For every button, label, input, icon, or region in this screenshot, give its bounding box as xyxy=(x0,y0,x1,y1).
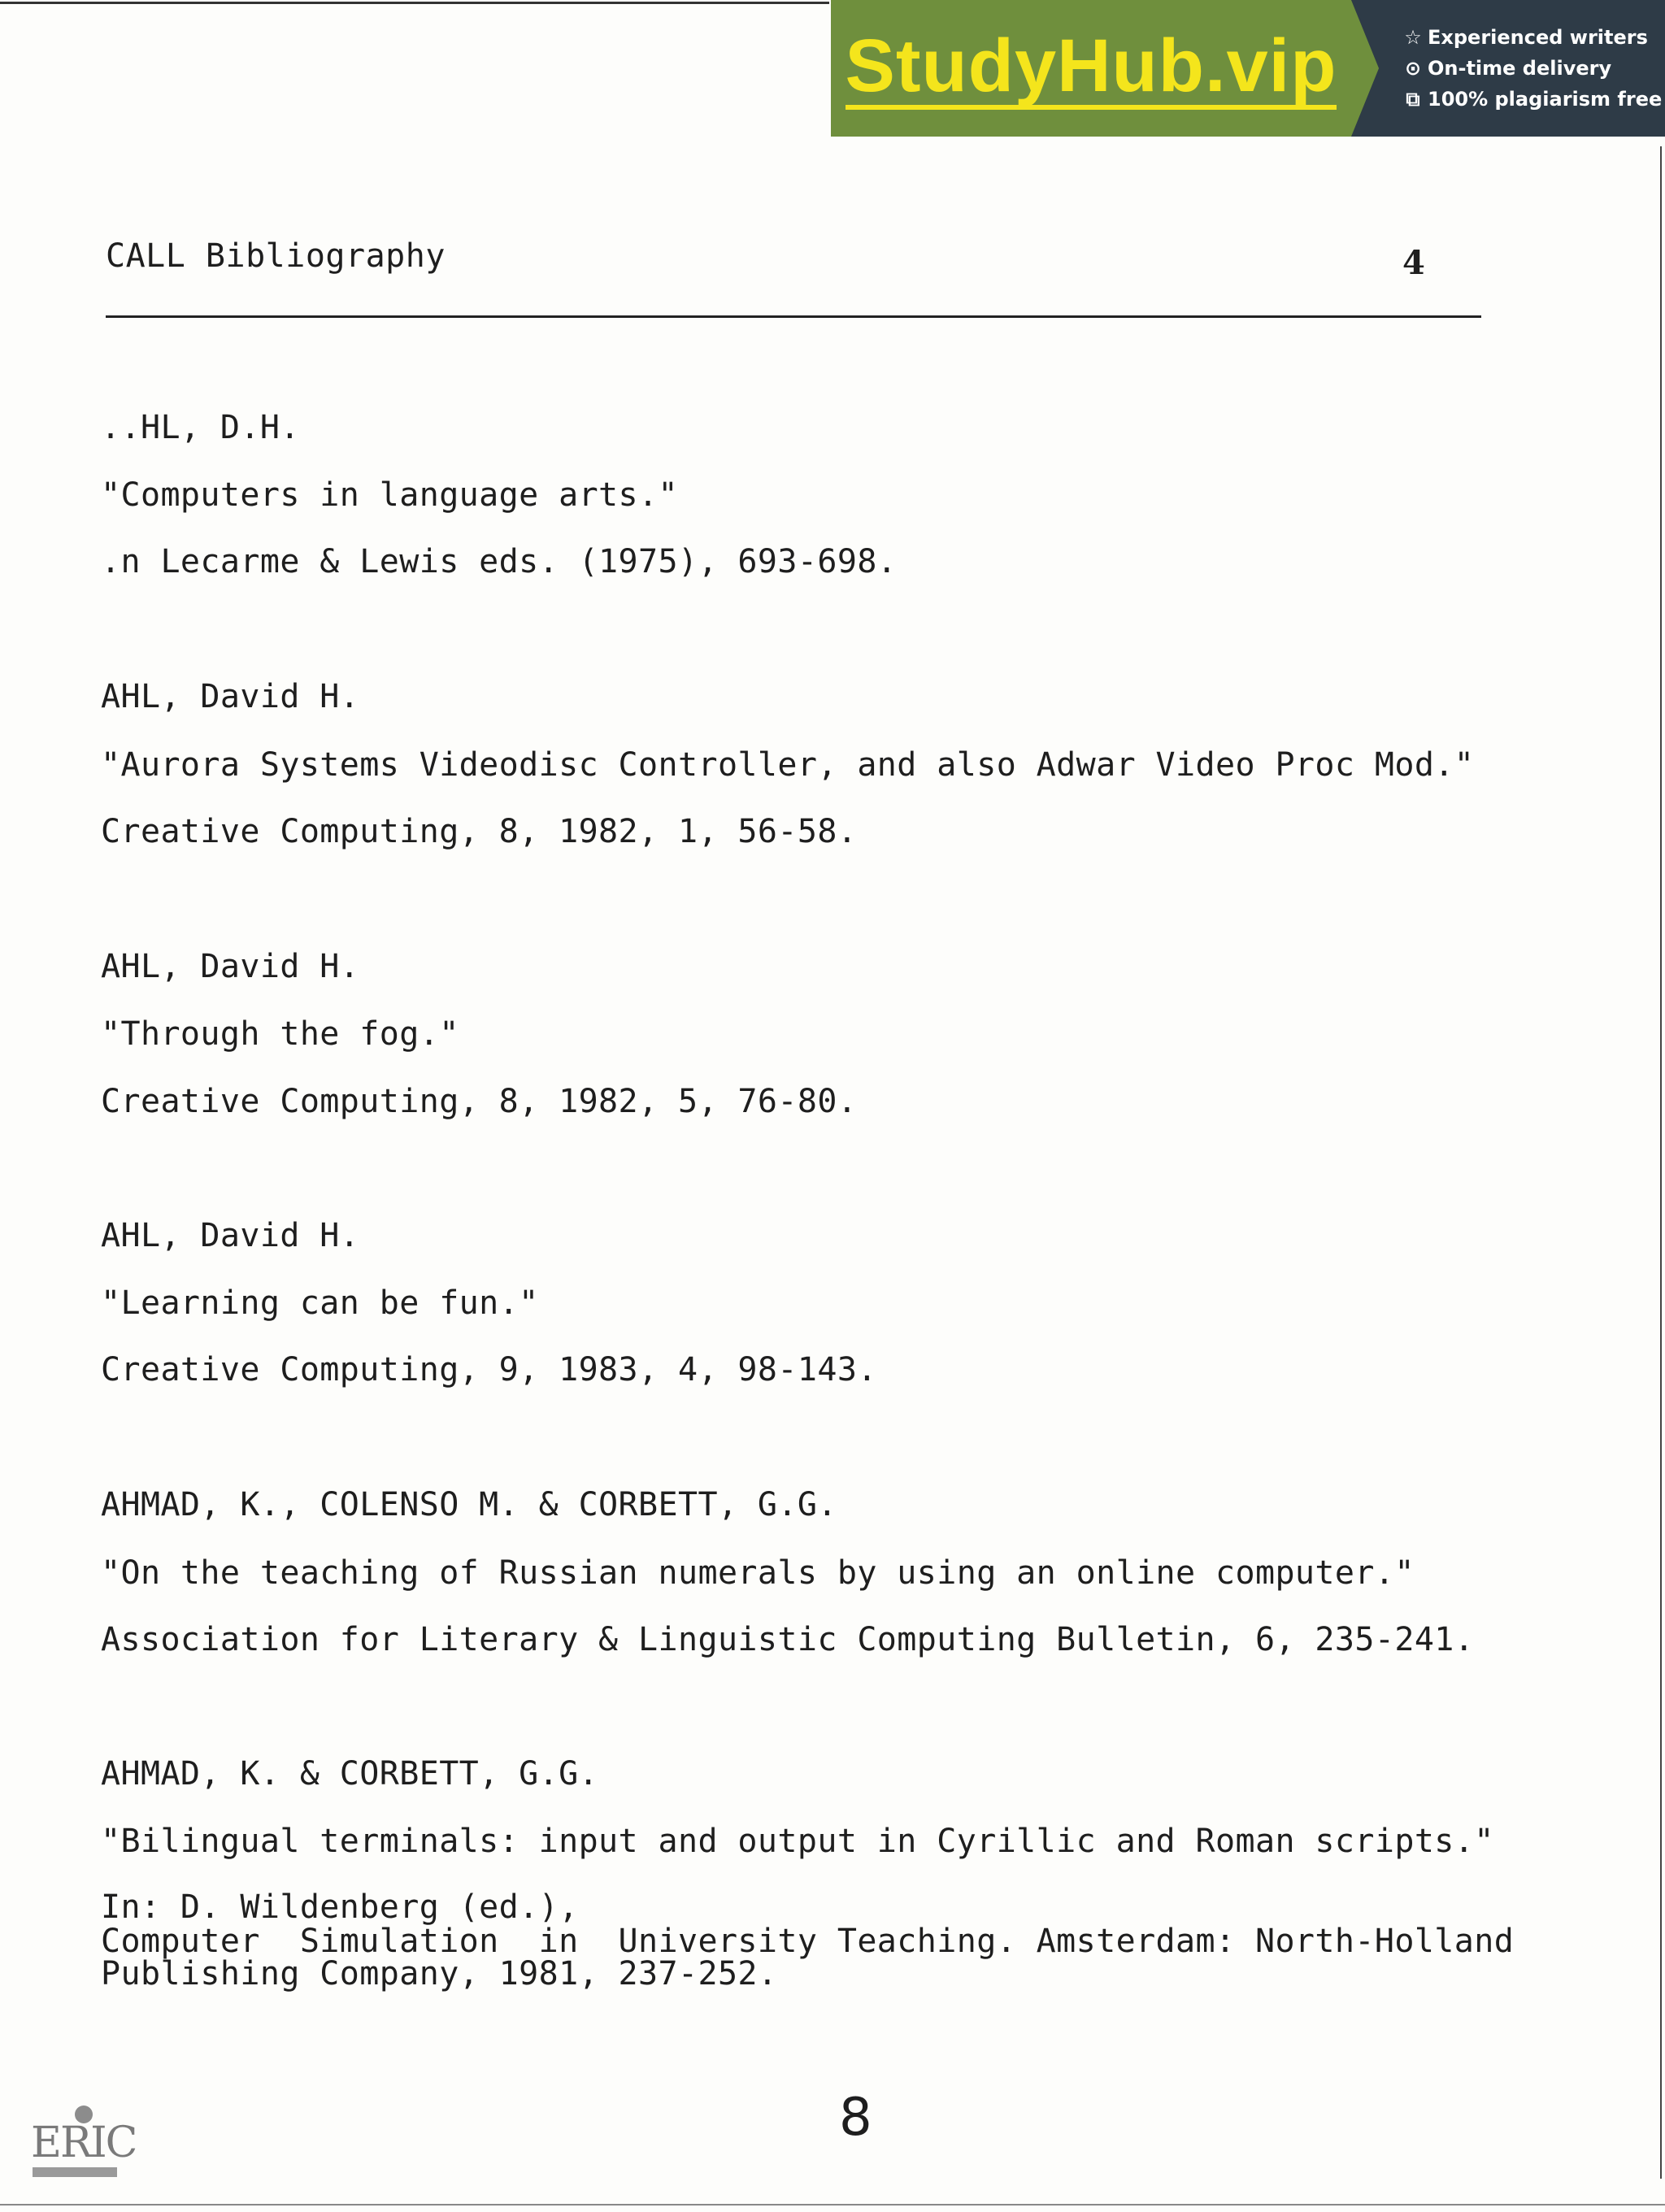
page-title: CALL Bibliography xyxy=(106,237,446,275)
banner-features xyxy=(1351,0,1665,137)
entry-author: AHMAD, K., COLENSO M. & CORBETT, G.G. xyxy=(101,1486,837,1523)
entry-author: AHL, David H. xyxy=(101,1217,360,1254)
entry-source: .n Lecarme & Lewis eds. (1975), 693-698. xyxy=(101,543,898,580)
entry-source: In: D. Wildenberg (ed.), xyxy=(101,1888,579,1926)
entry-source: Creative Computing, 8, 1982, 5, 76-80. xyxy=(101,1083,858,1120)
studyhub-logo[interactable]: StudyHub.vip xyxy=(846,27,1337,111)
eric-logo: ERIC xyxy=(31,2119,137,2167)
entry-title: "Learning can be fun." xyxy=(101,1284,539,1322)
entry-author: AHL, David H. xyxy=(101,948,360,985)
copy-icon: ⧉ xyxy=(1406,88,1420,111)
entry-author: ..HL, D.H. xyxy=(101,409,300,446)
footer-page-number: 8 xyxy=(839,2088,872,2148)
entry-source: Creative Computing, 8, 1982, 1, 56-58. xyxy=(101,813,858,850)
entry-author: AHL, David H. xyxy=(101,678,360,715)
header-divider xyxy=(106,315,1481,318)
banner-logo-panel[interactable] xyxy=(831,0,1351,137)
entry-author: AHMAD, K. & CORBETT, G.G. xyxy=(101,1755,599,1793)
scan-edge-right xyxy=(1660,146,1662,2179)
entry-title: "Aurora Systems Videodisc Controller, and also Adwar Video Proc Mod." xyxy=(101,746,1475,784)
entry-title: "On the teaching of Russian numerals by using an online computer." xyxy=(101,1554,1415,1592)
clock-icon: ⊙ xyxy=(1404,57,1422,80)
entry-title: "Computers in language arts." xyxy=(101,476,678,514)
entry-title: "Bilingual terminals: input and output in Cyrillic and Roman scripts." xyxy=(101,1823,1494,1860)
feature-label: Experienced writers xyxy=(1428,26,1648,49)
feature-label: On-time delivery xyxy=(1428,57,1612,80)
entry-source-continued: Publishing Company, 1981, 237-252. xyxy=(101,1955,778,1993)
scan-edge-bottom xyxy=(0,2204,1665,2205)
entry-source-continued: Computer Simulation in University Teaching. Amsterdam: North-Holland xyxy=(101,1923,1515,1960)
feature-on-time-delivery xyxy=(1403,57,1665,80)
eric-logo-bar xyxy=(33,2167,117,2177)
entry-title: "Through the fog." xyxy=(101,1015,459,1053)
feature-plagiarism-free xyxy=(1403,88,1665,111)
entry-source: Creative Computing, 9, 1983, 4, 98-143. xyxy=(101,1351,877,1388)
feature-experienced-writers xyxy=(1403,26,1665,49)
page-number: 4 xyxy=(1402,244,1425,282)
star-outline-icon: ☆ xyxy=(1404,26,1422,49)
entry-source: Association for Literary & Linguistic Computing Bulletin, 6, 235-241. xyxy=(101,1621,1475,1658)
feature-label: 100% plagiarism free xyxy=(1428,88,1663,111)
studyhub-banner[interactable] xyxy=(831,0,1665,137)
scan-edge-top xyxy=(0,2,829,4)
